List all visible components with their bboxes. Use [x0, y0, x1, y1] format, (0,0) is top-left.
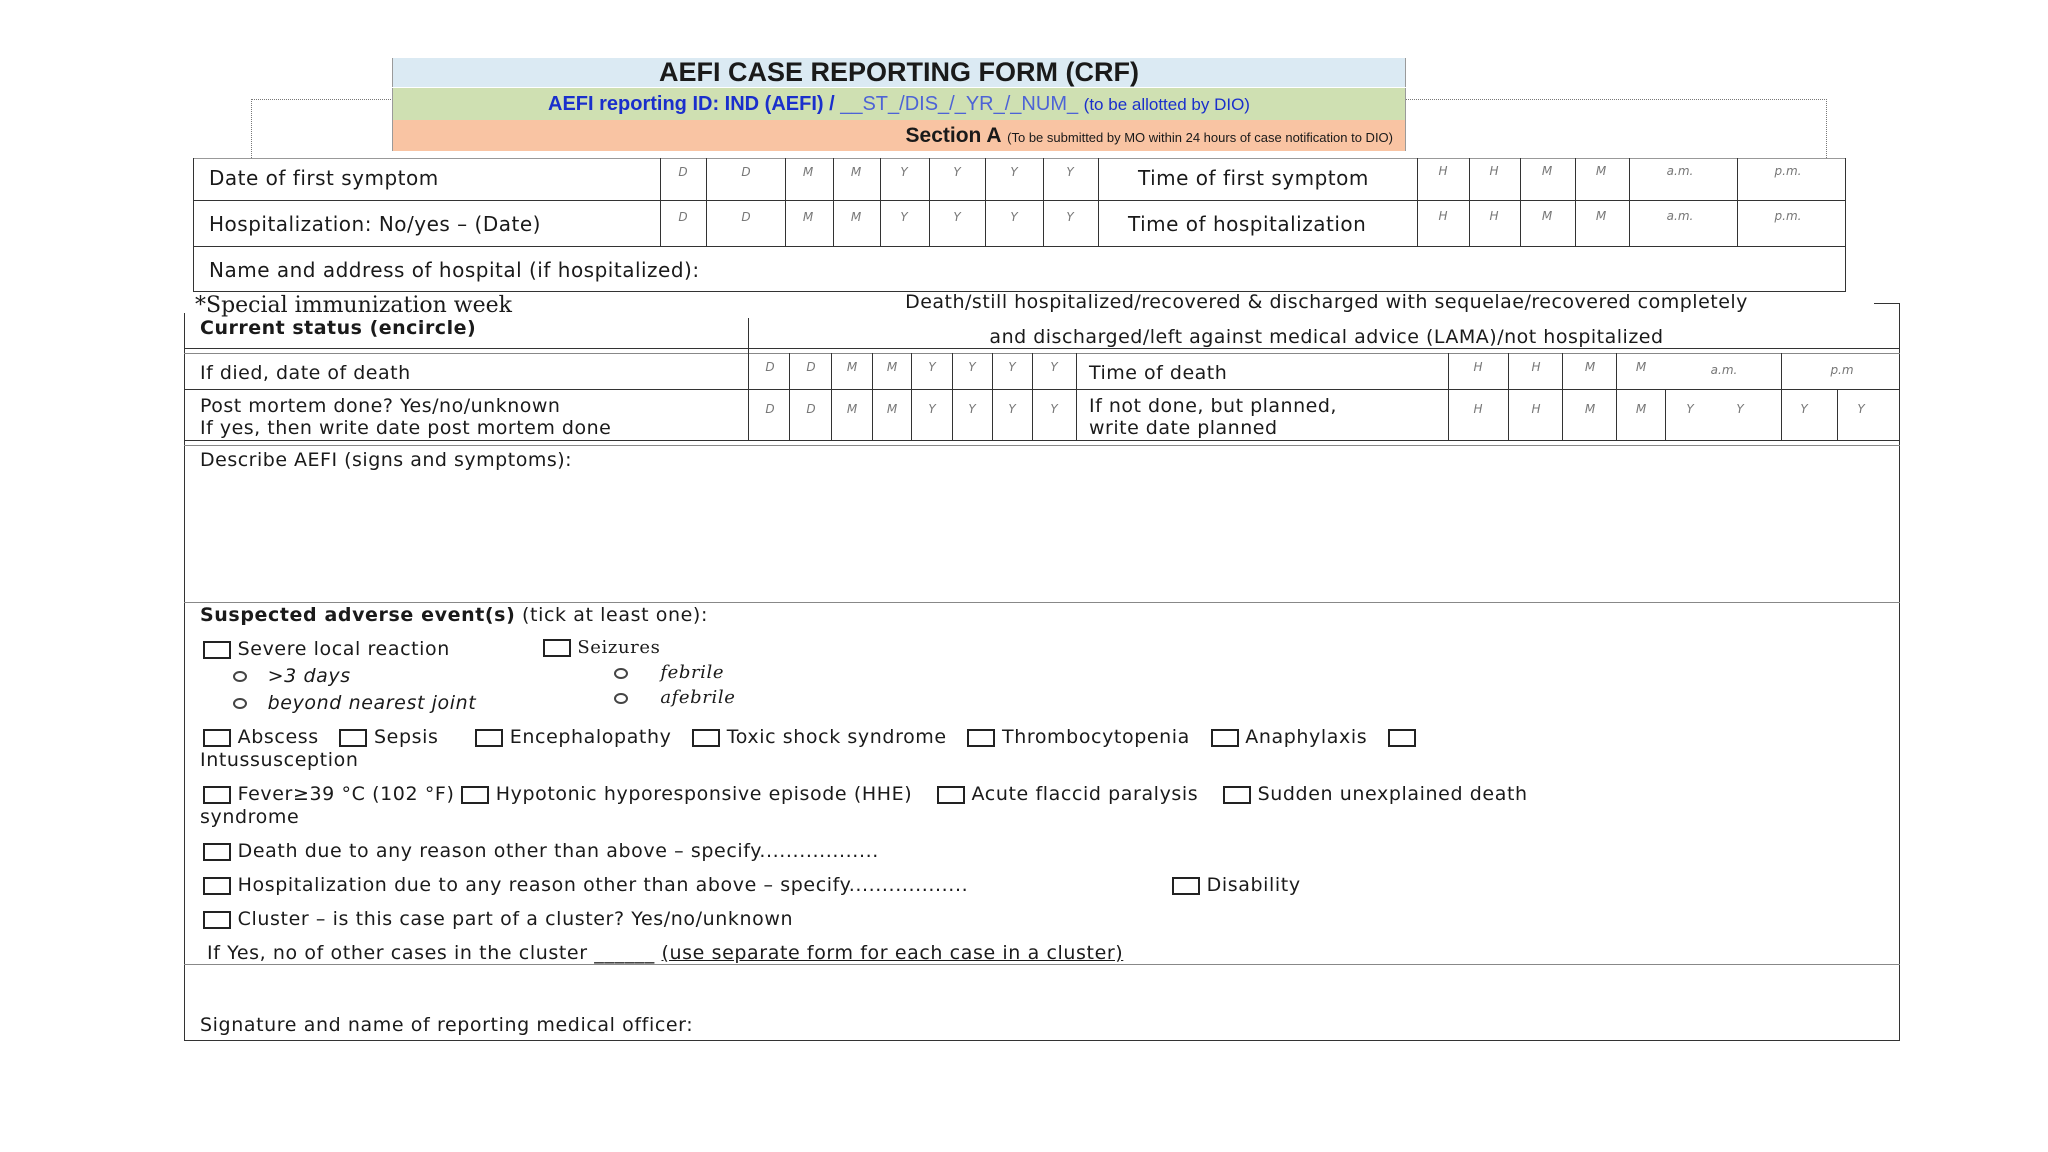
events-heading-note: (tick at least one): — [522, 604, 708, 626]
describe-aefi-label[interactable]: Describe AEFI (signs and symptoms): — [200, 449, 573, 471]
time-hint[interactable]: M — [1635, 360, 1647, 374]
date-hint[interactable]: D — [678, 165, 688, 179]
time-hint[interactable]: M — [1595, 164, 1607, 178]
checkbox[interactable] — [543, 639, 571, 657]
reporting-id-label: AEFI reporting ID: IND (AEFI) / — [548, 93, 835, 115]
date-hint[interactable]: D — [806, 360, 816, 374]
events-heading-text: Suspected adverse event(s) — [200, 604, 516, 626]
checkbox[interactable] — [1172, 877, 1200, 895]
hosp-other-option[interactable] — [203, 874, 968, 896]
date-hint[interactable]: M — [802, 210, 814, 224]
date-hint[interactable]: Y — [1008, 402, 1016, 416]
case-table — [184, 291, 1900, 1041]
date-hint[interactable]: Y — [1008, 360, 1016, 374]
checkbox[interactable] — [203, 786, 231, 804]
date-hint[interactable]: M — [850, 210, 862, 224]
cluster-count-row — [207, 942, 1123, 964]
cluster-note: (use separate form for each case in a cluster) — [661, 942, 1124, 964]
symptom-table — [193, 158, 1846, 292]
encephalopathy-label: Encephalopathy — [509, 726, 672, 748]
year-hint[interactable]: Y — [1736, 402, 1744, 416]
section-banner — [392, 120, 1406, 151]
time-hint[interactable]: H — [1489, 164, 1499, 178]
time-hint[interactable]: H — [1473, 402, 1483, 416]
planned-label: If not done, but planned, — [1089, 395, 1337, 417]
time-hint[interactable]: H — [1438, 164, 1448, 178]
postmortem-date-label: If yes, then write date post mortem done — [200, 417, 612, 439]
severe-opt-3days[interactable] — [233, 665, 351, 687]
sudden-death-label: Sudden unexplained death — [1257, 783, 1528, 805]
severe-opt2-label: beyond nearest joint — [267, 692, 477, 714]
seizure-opt1-label: febrile — [660, 662, 725, 683]
seizure-opt-afebrile[interactable] — [614, 687, 735, 708]
time-hint[interactable]: H — [1531, 360, 1541, 374]
date-first-symptom-label: Date of first symptom — [209, 166, 439, 190]
date-hint[interactable]: Y — [968, 360, 976, 374]
cluster-count-blank[interactable]: ______ — [594, 942, 655, 964]
footnote: *Special immunization week — [195, 293, 513, 318]
cluster-label: Cluster – is this case part of a cluster? Yes/no/unknown — [237, 908, 794, 930]
syndrome-label: syndrome — [200, 806, 300, 828]
year-hint[interactable]: Y — [1686, 402, 1694, 416]
postmortem-label[interactable]: Post mortem done? Yes/no/unknown — [200, 395, 561, 417]
reporting-id-note: (to be allotted by DIO) — [1083, 95, 1250, 114]
time-first-symptom-label: Time of first symptom — [1138, 166, 1369, 190]
pm-hint[interactable]: p.m — [1830, 363, 1854, 377]
checkbox[interactable] — [203, 877, 231, 895]
severe-local-option[interactable] — [203, 638, 450, 660]
date-hint[interactable]: Y — [928, 360, 936, 374]
events-heading — [200, 604, 708, 626]
time-hint[interactable]: M — [1541, 164, 1553, 178]
date-hint[interactable]: Y — [953, 165, 961, 179]
reporting-id-banner — [392, 88, 1406, 120]
pm-hint[interactable]: p.m. — [1774, 164, 1802, 178]
date-hint[interactable]: M — [846, 360, 858, 374]
signature-label[interactable]: Signature and name of reporting medical officer: — [200, 1014, 694, 1036]
date-hint[interactable]: Y — [1010, 165, 1018, 179]
date-hint[interactable]: Y — [953, 210, 961, 224]
checkbox[interactable] — [461, 786, 489, 804]
current-status-label: Current status (encircle) — [200, 317, 477, 339]
time-hint[interactable]: M — [1541, 209, 1553, 223]
time-hint[interactable]: M — [1584, 360, 1596, 374]
time-hospitalization-label: Time of hospitalization — [1128, 212, 1367, 236]
current-status-line1-clip — [754, 291, 1899, 317]
am-hint[interactable]: a.m. — [1710, 363, 1738, 377]
radio[interactable] — [233, 698, 247, 709]
pm-hint[interactable]: p.m. — [1774, 209, 1802, 223]
hosp-other-label: Hospitalization due to any reason other than above – specify.................. — [237, 874, 969, 896]
seizures-option[interactable] — [543, 637, 660, 658]
date-hint[interactable]: M — [802, 165, 814, 179]
severe-local-label: Severe local reaction — [237, 638, 450, 660]
time-hint[interactable]: M — [1595, 209, 1607, 223]
date-hint[interactable]: Y — [1010, 210, 1018, 224]
afp-label: Acute flaccid paralysis — [971, 783, 1199, 805]
cluster-option[interactable] — [203, 908, 793, 930]
time-hint[interactable]: M — [1635, 402, 1647, 416]
time-hint[interactable]: H — [1489, 209, 1499, 223]
planned-date-label: write date planned — [1089, 417, 1278, 439]
checkbox[interactable] — [1211, 729, 1239, 747]
date-hint[interactable]: Y — [1066, 165, 1074, 179]
checkbox[interactable] — [475, 729, 503, 747]
fever-label: Fever≥39 °C (102 °F) — [237, 783, 455, 805]
current-status-line2[interactable]: and discharged/left against medical advice (LAMA)/not hospitalized — [989, 326, 1664, 348]
checkbox[interactable] — [967, 729, 995, 747]
date-hint[interactable]: M — [846, 402, 858, 416]
date-hint[interactable]: D — [741, 165, 751, 179]
section-note: (To be submitted by MO within 24 hours of case notification to DIO) — [1007, 130, 1393, 145]
intussusception-label: Intussusception — [200, 749, 359, 771]
checkbox[interactable] — [339, 729, 367, 747]
am-hint[interactable]: a.m. — [1666, 209, 1694, 223]
radio[interactable] — [233, 671, 247, 682]
disability-option[interactable] — [1172, 874, 1301, 896]
sepsis-label: Sepsis — [374, 726, 439, 748]
cluster-count-label: If Yes, no of other cases in the cluster — [207, 942, 588, 964]
toxic-shock-label: Toxic shock syndrome — [726, 726, 947, 748]
severe-opt-joint[interactable] — [233, 692, 476, 714]
checkbox[interactable] — [203, 641, 231, 659]
date-hint[interactable]: Y — [1066, 210, 1074, 224]
abscess-label: Abscess — [237, 726, 319, 748]
date-hint[interactable]: M — [886, 402, 898, 416]
time-of-death-label: Time of death — [1089, 362, 1228, 384]
death-other-option[interactable] — [203, 840, 879, 862]
time-hint[interactable]: H — [1473, 360, 1483, 374]
thrombocytopenia-label: Thrombocytopenia — [1001, 726, 1190, 748]
year-hint[interactable]: Y — [1857, 402, 1865, 416]
seizures-label: Seizures — [577, 637, 661, 658]
date-hint[interactable]: Y — [928, 402, 936, 416]
checkbox[interactable] — [203, 911, 231, 929]
hospitalization-label[interactable]: Hospitalization: No/yes – (Date) — [209, 212, 541, 236]
date-hint[interactable]: Y — [1050, 402, 1058, 416]
year-hint[interactable]: Y — [1800, 402, 1808, 416]
date-hint[interactable]: D — [765, 360, 775, 374]
date-hint[interactable]: Y — [900, 210, 908, 224]
date-hint[interactable]: Y — [1050, 360, 1058, 374]
checkbox[interactable] — [1388, 729, 1416, 747]
date-hint[interactable]: Y — [968, 402, 976, 416]
seizure-opt2-label: afebrile — [660, 687, 736, 708]
checkbox[interactable] — [692, 729, 720, 747]
date-hint[interactable]: D — [678, 210, 688, 224]
events-row-4 — [203, 783, 1528, 805]
date-hint[interactable]: D — [806, 402, 816, 416]
section-label: Section A — [905, 124, 1002, 147]
hospital-name-label[interactable]: Name and address of hospital (if hospitalized): — [209, 258, 700, 282]
date-hint[interactable]: D — [765, 402, 775, 416]
death-other-label: Death due to any reason other than above – specify.................. — [237, 840, 879, 862]
date-hint[interactable]: Y — [900, 165, 908, 179]
events-row-3 — [203, 726, 1416, 748]
reporting-id-fields[interactable]: __ST_/DIS_/_YR_/_NUM_ — [840, 93, 1079, 115]
am-hint[interactable]: a.m. — [1666, 164, 1694, 178]
form-title: AEFI CASE REPORTING FORM (CRF) — [392, 58, 1406, 87]
date-hint[interactable]: M — [850, 165, 862, 179]
date-hint[interactable]: D — [741, 210, 751, 224]
current-status-line1[interactable]: Death/still hospitalized/recovered & discharged with sequelae/recovered completely — [905, 291, 1748, 313]
checkbox[interactable] — [203, 843, 231, 861]
radio[interactable] — [614, 668, 628, 679]
hhe-label: Hypotonic hyporesponsive episode (HHE) — [495, 783, 913, 805]
anaphylaxis-label: Anaphylaxis — [1245, 726, 1368, 748]
time-hint[interactable]: M — [1584, 402, 1596, 416]
checkbox[interactable] — [1223, 786, 1251, 804]
disability-label: Disability — [1206, 874, 1301, 896]
date-hint[interactable]: M — [886, 360, 898, 374]
time-hint[interactable]: H — [1531, 402, 1541, 416]
time-hint[interactable]: H — [1438, 209, 1448, 223]
seizure-opt-febrile[interactable] — [614, 662, 724, 683]
radio[interactable] — [614, 693, 628, 704]
checkbox[interactable] — [203, 729, 231, 747]
checkbox[interactable] — [937, 786, 965, 804]
severe-opt1-label: >3 days — [267, 665, 351, 687]
date-of-death-label: If died, date of death — [200, 362, 411, 384]
